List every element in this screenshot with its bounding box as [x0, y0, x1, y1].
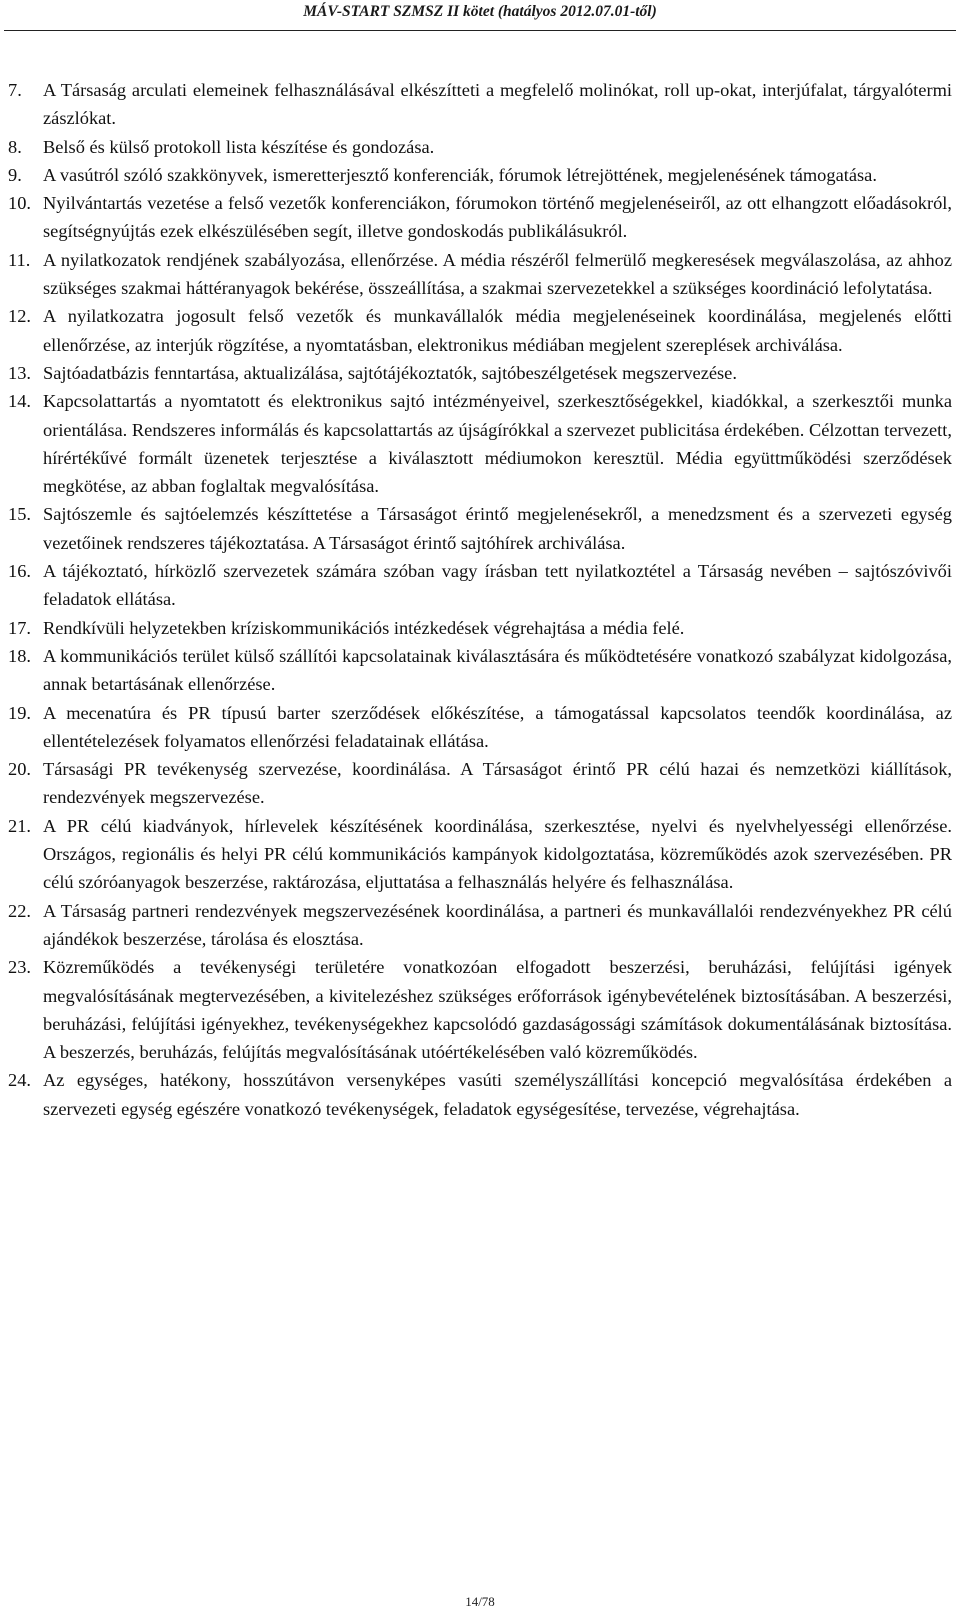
item-number: 24.	[8, 1070, 31, 1091]
task-list	[0, 76, 960, 1123]
item-text: A Társaság arculati elemeinek felhasználásával elkészítteti a megfelelő molinókat, roll up-okat, interjúfalat, tárgyalótermi zászlókat.	[43, 80, 952, 129]
item-text: A nyilatkozatok rendjének szabályozása, ellenőrzése. A média részéről felmerülő megkeresések megválaszolása, az ahhoz szükséges szakmai háttéranyagok bekérése, összeállítása, a szakmai szervezetekkel a szükséges koordináció lefolytatása.	[43, 249, 952, 299]
item-number: 21.	[8, 815, 31, 836]
item-text: Belső és külső protokoll lista készítése és gondozása.	[43, 136, 435, 157]
item-text: Az egységes, hatékony, hosszútávon versenyképes vasúti személyszállítási koncepció megvalósítása érdekében a szervezeti egység egészére vonatkozó tevékenységek, feladatok egységesítése, tervezése, végrehajtása.	[43, 1070, 952, 1119]
item-text: A Társaság partneri rendezvények megszervezésének koordinálása, a partneri és munkavállalói rendezvényekhez PR célú ajándékok beszerzése, tárolása és elosztása.	[43, 900, 952, 949]
item-text: Rendkívüli helyzetekben kríziskommunikációs intézkedések végrehajtása a média felé.	[43, 617, 685, 638]
item-text: Közreműködés a tevékenységi területére vonatkozóan elfogadott beszerzési, beruházási, felújítási igények megvalósításának megtervezésében, a kivitelezéshez szükséges erőforrások igénybevételének biztosításában. A beszerzési, beruházási, felújítási igényekhez, tevékenységekhez kapcsolódó gazdaságossági számítások dokumentálásának biztosítása. A beszerzés, beruházás, felújítás megvalósításának utóértékelésében való közreműködés.	[43, 957, 952, 1063]
item-text: A tájékoztató, hírközlő szervezetek számára szóban vagy írásban tett nyilatkoztétel a Társaság nevében – sajtószóvivői feladatok ellátása.	[43, 561, 952, 610]
page-header: MÁV-START SZMSZ II kötet (hatályos 2012.07.01-től)	[303, 3, 657, 20]
list-item	[0, 189, 960, 246]
item-number: 19.	[8, 702, 31, 723]
item-text: A nyilatkozatra jogosult felső vezetők és munkavállalók média megjelenéseinek koordinálása, megjelenés előtti ellenőrzése, az interjúk rögzítése, a nyomtatásban, elektronikus médiában megjelent szereplések archiválása.	[43, 306, 952, 355]
item-number: 16.	[8, 561, 31, 582]
list-item	[0, 359, 960, 387]
item-number: 20.	[8, 759, 31, 780]
list-item	[0, 699, 960, 756]
item-number: 9.	[8, 164, 22, 185]
item-text: A kommunikációs terület külső szállítói kapcsolatainak kiválasztására és működtetésére vonatkozó szabályzat kidolgozása, annak betartásának ellenőrzése.	[43, 645, 952, 695]
item-text: A mecenatúra és PR típusú barter szerződések előkészítése, a támogatással kapcsolatos teendők koordinálása, az ellentételezések folyamatos ellenőrzési feladatainak ellátása.	[43, 702, 952, 751]
item-number: 18.	[8, 645, 31, 666]
item-text: A vasútról szóló szakkönyvek, ismeretterjesztő konferenciák, fórumok létrejöttének, megjelenésének támogatása.	[43, 164, 877, 185]
item-number: 14.	[8, 391, 31, 412]
item-number: 23.	[8, 957, 31, 978]
list-item	[0, 500, 960, 557]
item-text: Nyilvántartás vezetése a felső vezetők konferenciákon, fórumokon történő megjelenéseiről, az ott elhangzott előadásokról, segítségnyújtás ezek elkészülésében segít, illetve gondoskodás publikálásukról.	[43, 193, 952, 242]
list-item	[0, 387, 960, 500]
list-item	[0, 897, 960, 954]
list-item	[0, 302, 960, 359]
list-item	[0, 642, 960, 699]
item-number: 15.	[8, 504, 31, 525]
list-item	[0, 133, 960, 161]
list-item	[0, 1066, 960, 1123]
list-item	[0, 557, 960, 614]
item-number: 7.	[8, 80, 22, 100]
item-text: A PR célú kiadványok, hírlevelek készítésének koordinálása, szerkesztése, nyelvi és nyelvhelyességi ellenőrzése. Országos, regionális és helyi PR célú kommunikációs kampányok kidolgoztatása, közreműködés azok szervezésében. PR célú szóróanyagok beszerzése, raktározása, eljuttatása a felhasználás helyére és felhasználása.	[43, 815, 952, 893]
list-item	[0, 755, 960, 812]
list-item	[0, 246, 960, 303]
item-number: 12.	[8, 306, 31, 327]
item-text: Kapcsolattartás a nyomtatott és elektronikus sajtó intézményeivel, szerkesztőségekkel, kiadókkal, a szerkesztői munka orientálása. Rendszeres informálás és kapcsolattartás az újságírókkal a szervezet publicitása érdekében. Célzottan tervezett, hírértékűvé formált üzenetek terjesztése a kiválasztott médiumokon keresztül. Média együttműködési szerződések megkötése, az abban foglaltak megvalósítása.	[43, 391, 952, 497]
list-item	[0, 812, 960, 897]
list-item	[0, 953, 960, 1066]
item-text: Sajtóadatbázis fenntartása, aktualizálása, sajtótájékoztatók, sajtóbeszélgetések megszervezése.	[43, 362, 737, 383]
page-number: 14/78	[465, 1594, 495, 1609]
item-number: 11.	[8, 249, 31, 270]
item-number: 22.	[8, 900, 31, 921]
item-text: Társasági PR tevékenység szervezése, koordinálása. A Társaságot érintő PR célú hazai és nemzetközi kiállítások, rendezvények megszervezése.	[43, 759, 952, 808]
item-number: 17.	[8, 617, 31, 638]
item-text: Sajtószemle és sajtóelemzés készíttetése a Társaságot érintő megjelenésekről, a menedzsment és a szervezeti egység vezetőinek rendszeres tájékoztatása. A Társaságot érintő sajtóhírek archiválása.	[43, 504, 952, 553]
item-number: 13.	[8, 362, 31, 383]
item-number: 8.	[8, 136, 22, 157]
list-item	[0, 161, 960, 189]
list-item	[0, 614, 960, 642]
item-number: 10.	[8, 193, 31, 214]
header-rule	[4, 30, 956, 31]
list-item	[0, 76, 960, 133]
